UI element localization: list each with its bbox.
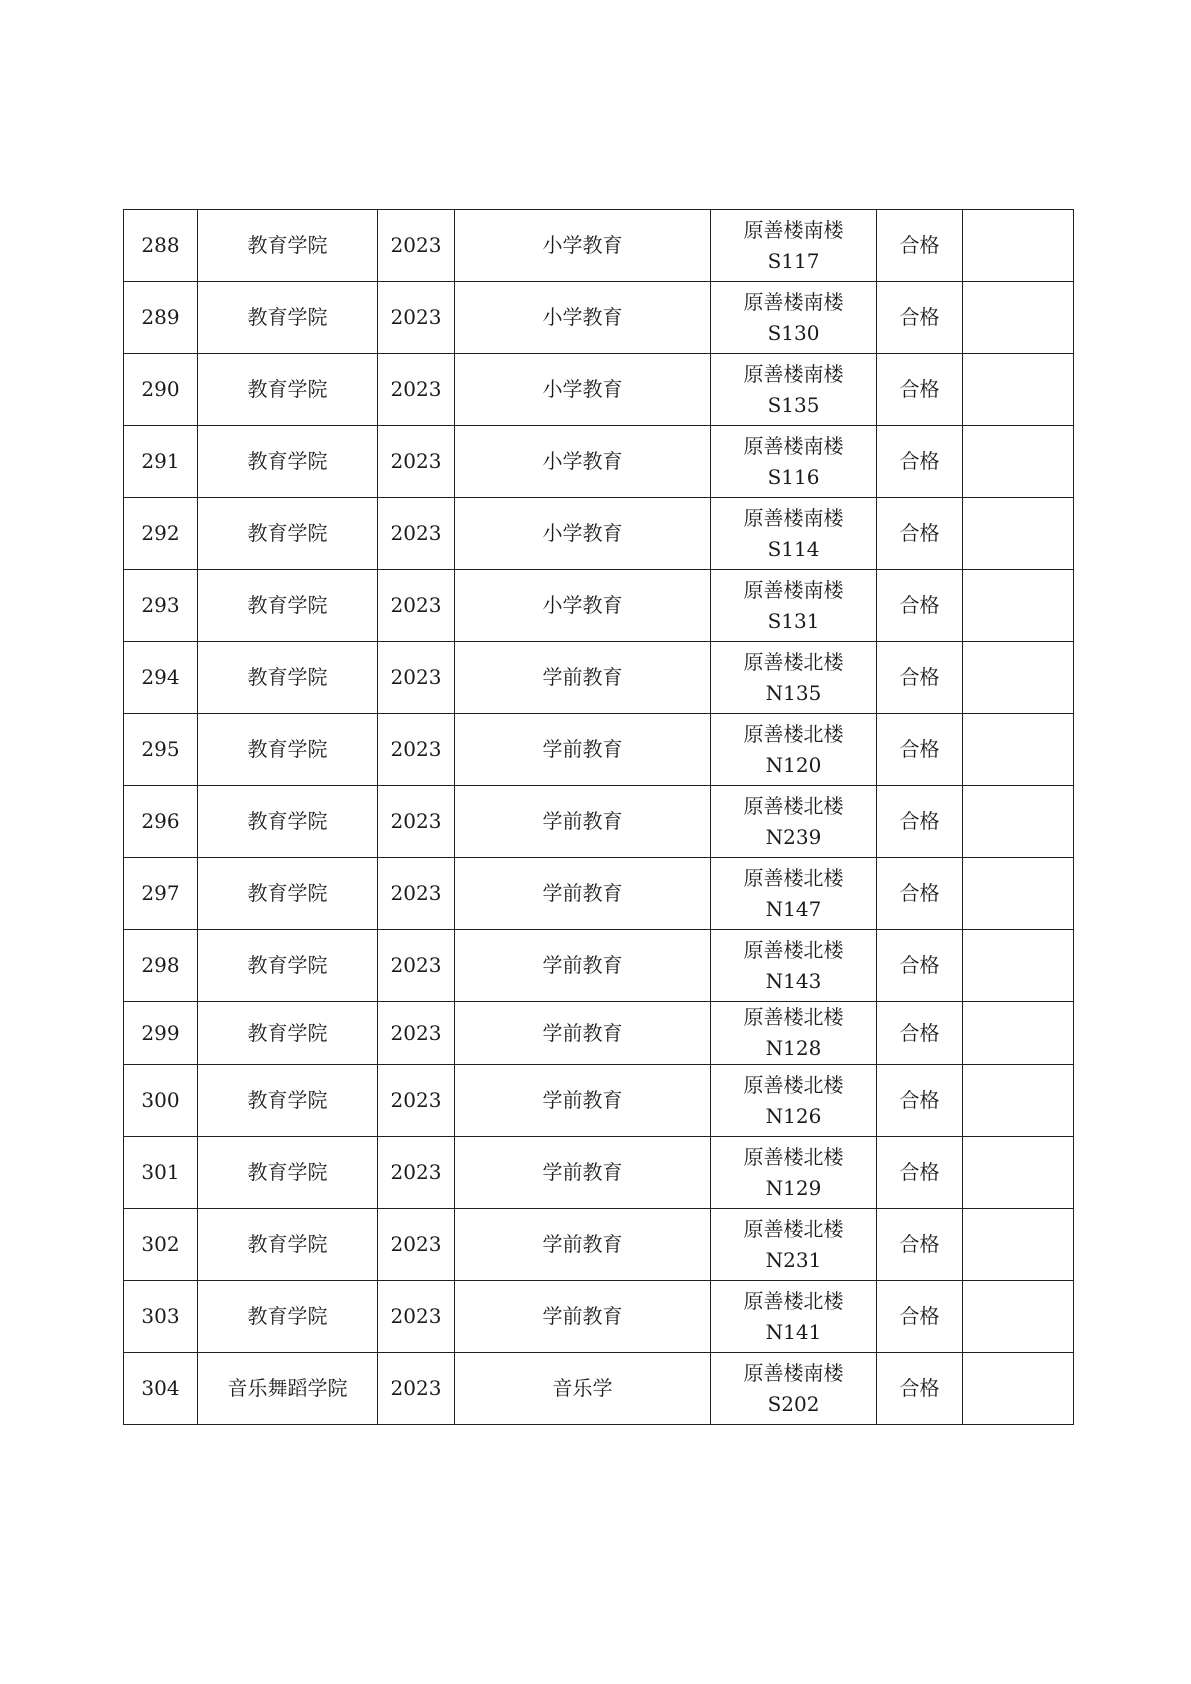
cell-note [963,1281,1074,1353]
cell-location [711,354,877,426]
cell-note [963,858,1074,930]
cell-college: 教育学院 [198,1137,378,1209]
cell-college: 教育学院 [198,930,378,1002]
cell-location [711,1002,877,1065]
table-row [124,1209,1074,1281]
table-row [124,714,1074,786]
cell-result: 合格 [877,426,963,498]
cell-result: 合格 [877,714,963,786]
cell-result: 合格 [877,1002,963,1065]
cell-year: 2023 [378,354,455,426]
cell-note [963,282,1074,354]
cell-note [963,426,1074,498]
location-building: 原善楼南楼 [743,505,844,530]
cell-year: 2023 [378,930,455,1002]
cell-result: 合格 [877,570,963,642]
cell-college: 教育学院 [198,426,378,498]
location-room: S130 [767,320,820,345]
cell-note [963,1002,1074,1065]
location-building: 原善楼北楼 [743,1005,844,1029]
table-row [124,282,1074,354]
cell-note [963,1137,1074,1209]
location-building: 原善楼北楼 [743,937,844,962]
location-building: 原善楼北楼 [743,1144,844,1169]
location-room: N143 [765,968,822,993]
table-row [124,786,1074,858]
cell-year: 2023 [378,1353,455,1425]
cell-location [711,210,877,282]
cell-college: 教育学院 [198,210,378,282]
cell-result: 合格 [877,858,963,930]
cell-major: 学前教育 [455,642,711,714]
cell-college: 教育学院 [198,354,378,426]
cell-no: 288 [124,210,198,282]
cell-college: 音乐舞蹈学院 [198,1353,378,1425]
cell-location [711,426,877,498]
cell-major: 小学教育 [455,426,711,498]
cell-note [963,354,1074,426]
cell-note [963,786,1074,858]
cell-note [963,642,1074,714]
cell-location [711,282,877,354]
cell-result: 合格 [877,210,963,282]
cell-location [711,930,877,1002]
table-row [124,1281,1074,1353]
location-room: N231 [765,1247,822,1272]
cell-year: 2023 [378,858,455,930]
location-building: 原善楼南楼 [743,217,844,242]
cell-location [711,642,877,714]
cell-year: 2023 [378,1002,455,1065]
cell-no: 298 [124,930,198,1002]
table-row [124,498,1074,570]
cell-no: 300 [124,1065,198,1137]
cell-year: 2023 [378,1065,455,1137]
inspection-results-table [123,209,1074,1425]
location-room: N126 [765,1103,822,1128]
cell-no: 295 [124,714,198,786]
cell-location [711,570,877,642]
cell-note [963,1209,1074,1281]
cell-location [711,858,877,930]
location-room: N239 [765,824,822,849]
cell-major: 学前教育 [455,714,711,786]
cell-major: 音乐学 [455,1353,711,1425]
cell-college: 教育学院 [198,714,378,786]
location-building: 原善楼北楼 [743,793,844,818]
cell-result: 合格 [877,282,963,354]
cell-year: 2023 [378,210,455,282]
cell-note [963,210,1074,282]
cell-result: 合格 [877,1281,963,1353]
cell-major: 小学教育 [455,210,711,282]
location-room: N128 [765,1036,822,1060]
table-row [124,426,1074,498]
cell-no: 290 [124,354,198,426]
table-row [124,210,1074,282]
cell-result: 合格 [877,1065,963,1137]
cell-note [963,570,1074,642]
table-row [124,1002,1074,1065]
cell-location [711,1281,877,1353]
cell-college: 教育学院 [198,282,378,354]
cell-no: 299 [124,1002,198,1065]
cell-location [711,1353,877,1425]
cell-result: 合格 [877,1137,963,1209]
cell-result: 合格 [877,786,963,858]
cell-no: 292 [124,498,198,570]
cell-note [963,498,1074,570]
cell-year: 2023 [378,282,455,354]
location-room: S117 [767,248,820,273]
cell-college: 教育学院 [198,1002,378,1065]
location-building: 原善楼北楼 [743,865,844,890]
cell-no: 291 [124,426,198,498]
cell-major: 学前教育 [455,858,711,930]
cell-no: 293 [124,570,198,642]
cell-year: 2023 [378,498,455,570]
table-row [124,570,1074,642]
cell-location [711,1209,877,1281]
location-building: 原善楼南楼 [743,361,844,386]
cell-year: 2023 [378,786,455,858]
location-building: 原善楼南楼 [743,577,844,602]
cell-year: 2023 [378,1137,455,1209]
location-building: 原善楼南楼 [743,289,844,314]
location-room: N129 [765,1175,822,1200]
cell-major: 小学教育 [455,498,711,570]
cell-year: 2023 [378,570,455,642]
location-building: 原善楼北楼 [743,1216,844,1241]
table-row [124,858,1074,930]
cell-major: 学前教育 [455,1137,711,1209]
location-room: N120 [765,752,822,777]
location-room: S131 [767,608,820,633]
cell-major: 学前教育 [455,786,711,858]
location-building: 原善楼北楼 [743,1288,844,1313]
cell-major: 学前教育 [455,1281,711,1353]
cell-no: 289 [124,282,198,354]
cell-major: 小学教育 [455,354,711,426]
cell-no: 302 [124,1209,198,1281]
cell-note [963,1065,1074,1137]
cell-college: 教育学院 [198,1281,378,1353]
cell-location [711,498,877,570]
cell-college: 教育学院 [198,1065,378,1137]
cell-no: 303 [124,1281,198,1353]
cell-college: 教育学院 [198,498,378,570]
cell-college: 教育学院 [198,642,378,714]
cell-year: 2023 [378,1209,455,1281]
table-row [124,1353,1074,1425]
cell-major: 学前教育 [455,930,711,1002]
location-room: S116 [767,464,820,489]
cell-result: 合格 [877,642,963,714]
location-building: 原善楼北楼 [743,1072,844,1097]
cell-result: 合格 [877,1209,963,1281]
cell-year: 2023 [378,426,455,498]
location-room: S135 [767,392,820,417]
cell-year: 2023 [378,1281,455,1353]
cell-major: 学前教育 [455,1065,711,1137]
cell-note [963,714,1074,786]
location-building: 原善楼南楼 [743,1360,844,1385]
cell-no: 296 [124,786,198,858]
location-room: N135 [765,680,822,705]
cell-major: 小学教育 [455,282,711,354]
cell-result: 合格 [877,930,963,1002]
location-building: 原善楼北楼 [743,721,844,746]
cell-college: 教育学院 [198,570,378,642]
location-building: 原善楼南楼 [743,433,844,458]
cell-no: 304 [124,1353,198,1425]
cell-no: 294 [124,642,198,714]
table-row [124,930,1074,1002]
cell-college: 教育学院 [198,786,378,858]
cell-no: 301 [124,1137,198,1209]
cell-major: 小学教育 [455,570,711,642]
cell-year: 2023 [378,714,455,786]
table-row [124,1065,1074,1137]
location-building: 原善楼北楼 [743,649,844,674]
cell-result: 合格 [877,354,963,426]
cell-result: 合格 [877,1353,963,1425]
cell-major: 学前教育 [455,1002,711,1065]
cell-no: 297 [124,858,198,930]
location-room: N147 [765,896,822,921]
location-room: S202 [767,1391,820,1416]
table-row [124,354,1074,426]
table-row [124,642,1074,714]
table-body [124,210,1074,1425]
table-row [124,1137,1074,1209]
cell-year: 2023 [378,642,455,714]
cell-college: 教育学院 [198,1209,378,1281]
cell-college: 教育学院 [198,858,378,930]
cell-location [711,786,877,858]
cell-note [963,930,1074,1002]
location-room: S114 [767,536,820,561]
cell-major: 学前教育 [455,1209,711,1281]
cell-result: 合格 [877,498,963,570]
cell-location [711,1065,877,1137]
cell-location [711,714,877,786]
cell-note [963,1353,1074,1425]
cell-location [711,1137,877,1209]
location-room: N141 [765,1319,822,1344]
